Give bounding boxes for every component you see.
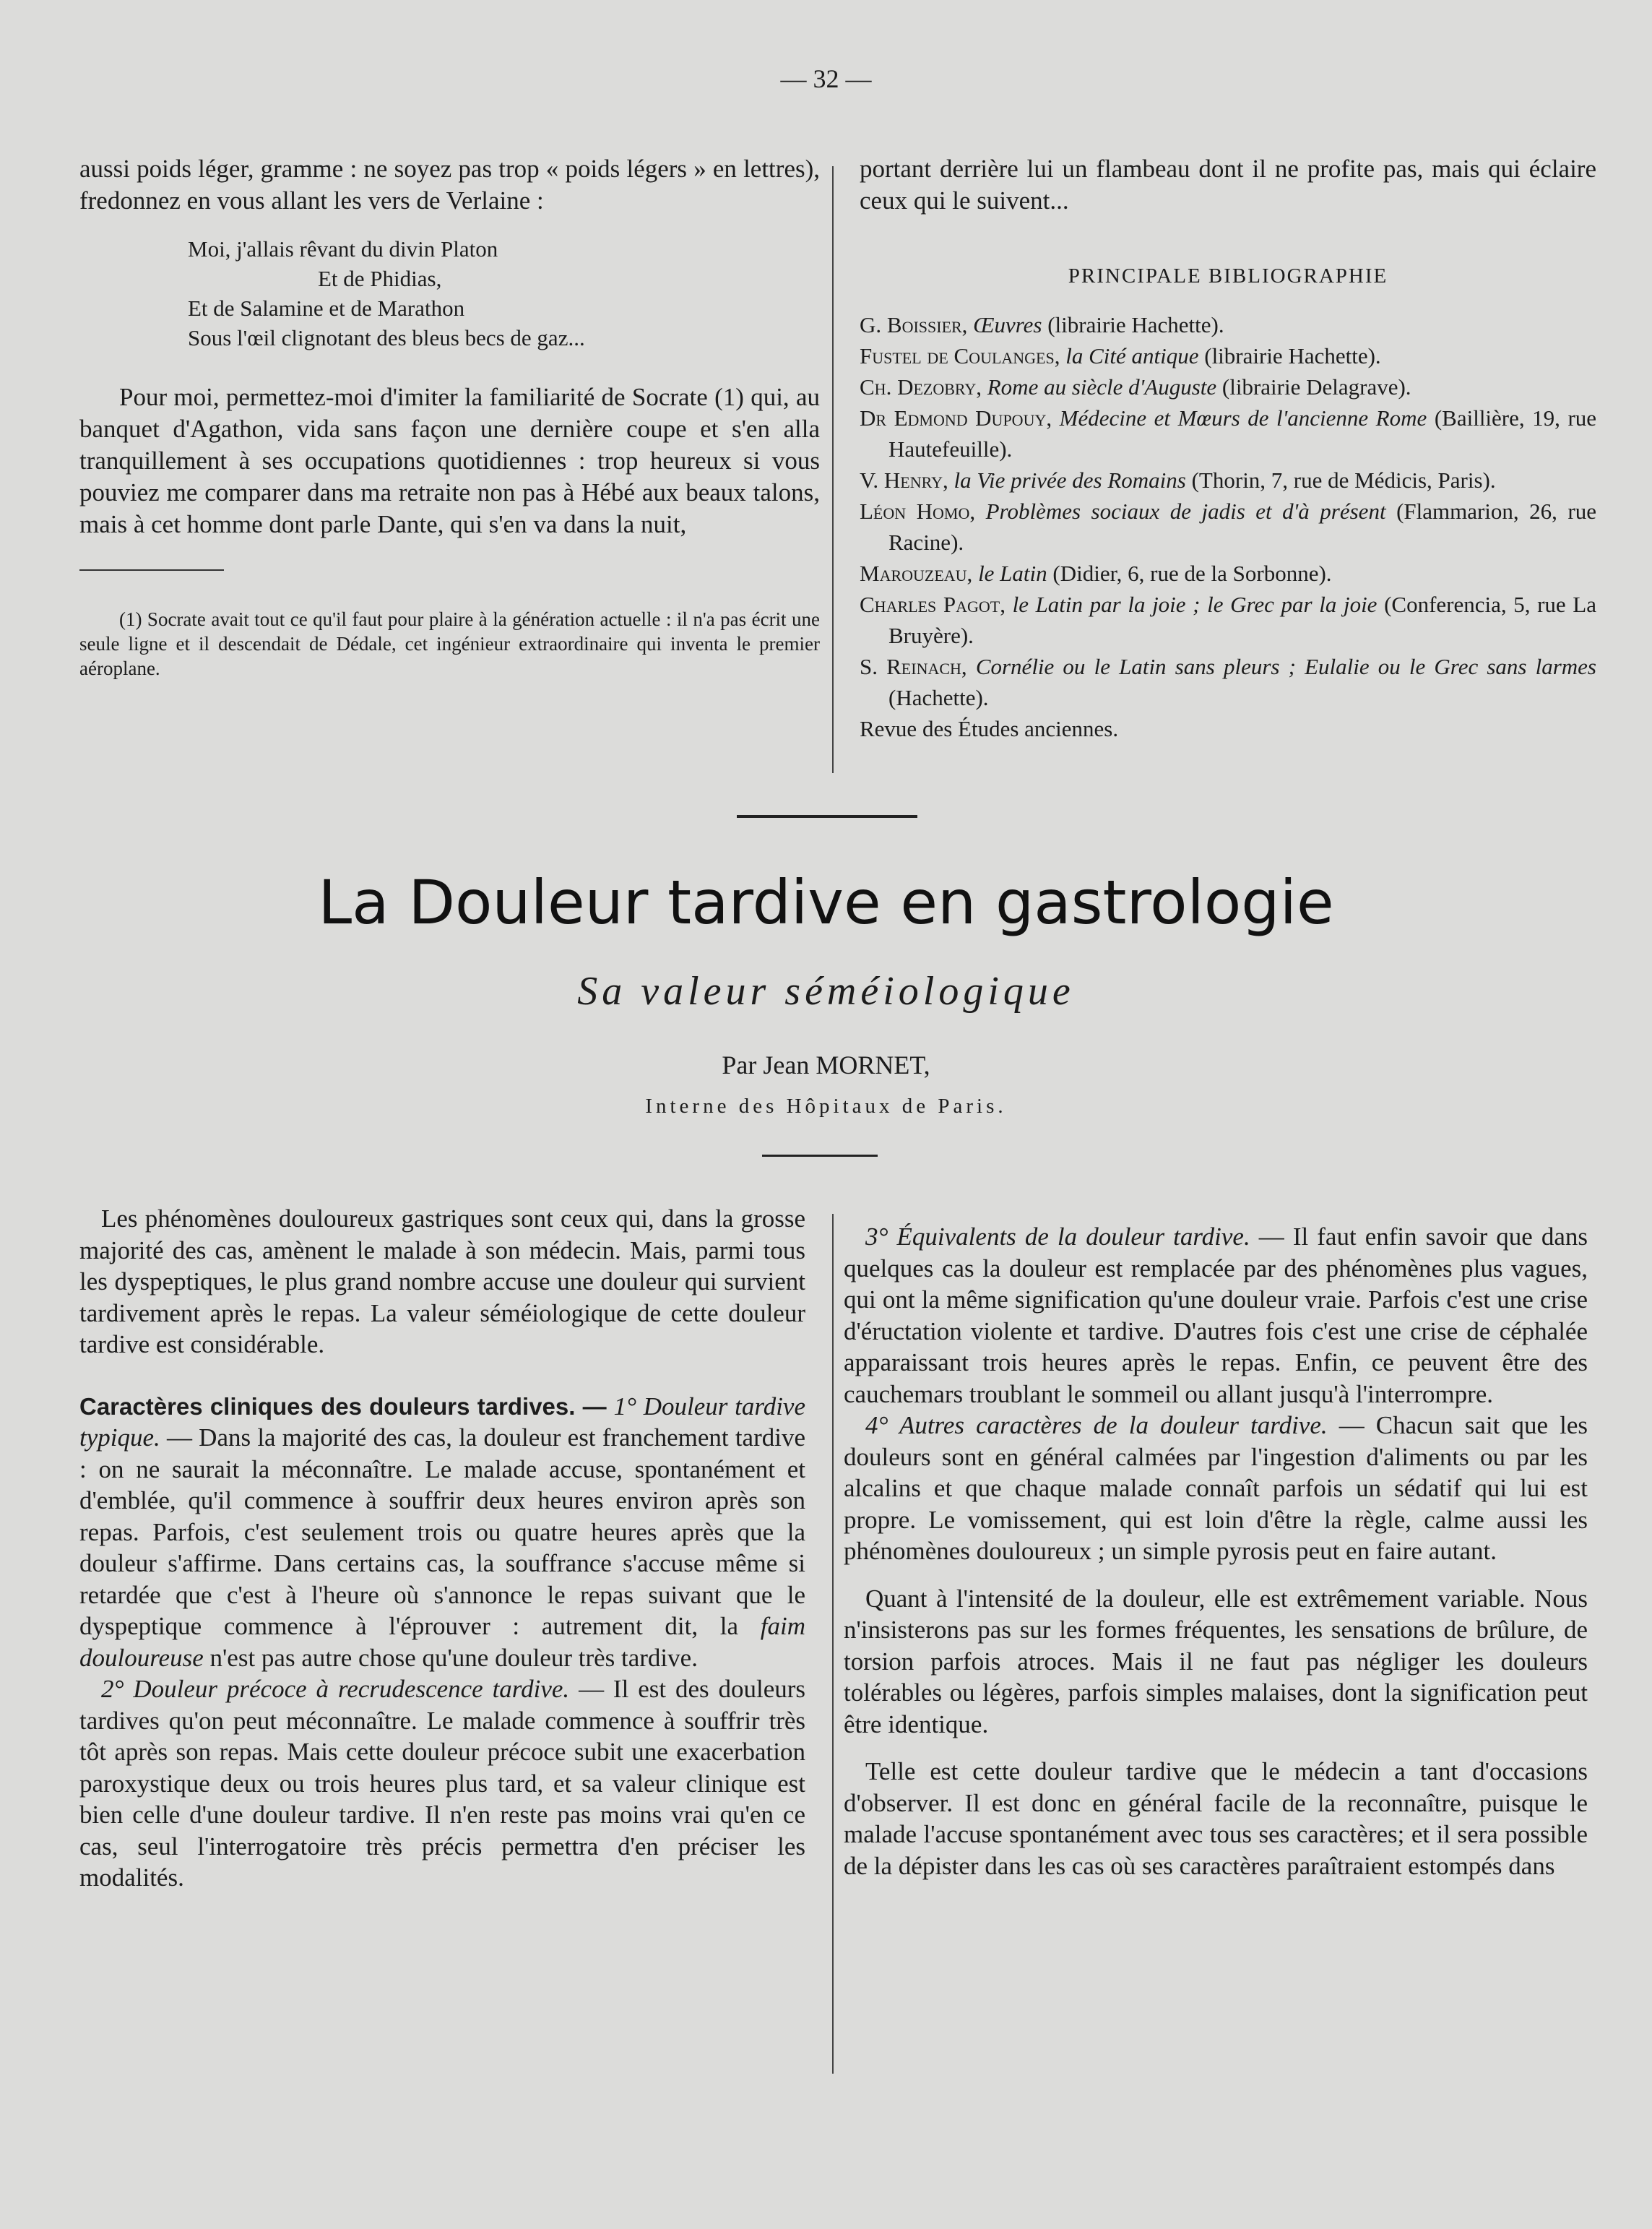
- bibliography-title: PRINCIPALE BIBLIOGRAPHIE: [1068, 264, 1388, 288]
- paragraph: Caractères cliniques des douleurs tardives. — 1° Douleur tardive typique. — Dans la majorité des cas, la douleur est franchement tardive : on ne saurait la méconnaître. Le malade accuse, spontanément et d'emblée, qu'il commence à souffrir deux heures environ après son repas. Parfois, c'est seulement trois ou quatre heures après que la douleur s'affirme. Dans certains cas, la souffrance s'accuse même si retardée que c'est à l'heure où s'annonce le repas suivant que le dyspeptique commence à l'éprouver : autrement dit, la faim douloureuse n'est pas autre chose qu'une douleur très tardive.: [79, 1392, 806, 1672]
- top-left-column: [79, 153, 820, 681]
- footnote-rule: [79, 569, 224, 571]
- top-right-column: [860, 153, 1596, 744]
- paragraph: Quant à l'intensité de la douleur, elle est extrêmement variable. Nous n'insisterons pas sur les formes fréquentes, les sensations de brûlure, de torsion parfois atroces. Mais il ne faut pas négliger les douleurs tolérables ou légères, parfois simples malaises, dont la signification peut être identique.: [844, 1584, 1588, 1738]
- bibliography-entry: Ch. Dezobry, Rome au siècle d'Auguste (librairie Delagrave).: [860, 374, 1411, 400]
- bibliography-entry: Charles Pagot, le Latin par la joie ; le Grec par la joie (Conferencia, 5, rue La Bruyère).: [860, 592, 1596, 648]
- column-divider: [832, 166, 834, 773]
- bibliography-entry: Fustel de Coulanges, la Cité antique (librairie Hachette).: [860, 343, 1381, 368]
- paragraph: portant derrière lui un flambeau dont il ne profite pas, mais qui éclaire ceux qui le suivent...: [860, 155, 1596, 215]
- article-byline: Par Jean MORNET,: [722, 1051, 930, 1079]
- article-right-column: [844, 1221, 1588, 1881]
- paragraph: aussi poids léger, gramme : ne soyez pas trop « poids légers » en lettres), fredonnez en vous allant les vers de Verlaine :: [79, 155, 820, 215]
- article-left-column: [79, 1203, 805, 1894]
- section-separator: [737, 815, 917, 818]
- paragraph: 3° Équivalents de la douleur tardive. — Il faut enfin savoir que dans quelques cas la douleur est remplacée par des phénomènes plus vagues, qui ont la même signification qu'une douleur vraie. Parfois c'est une crise d'éructation violente et tardive. D'autres fois c'est une crise de céphalée apparaissant trois heures après le repas. Enfin, ce peuvent être des cauchemars troublant le sommeil ou allant jusqu'à l'interrompre.: [844, 1223, 1588, 1408]
- verse-line: Et de Phidias,: [318, 266, 442, 291]
- paragraph: Telle est cette douleur tardive que le médecin a tant d'occasions d'observer. Il est donc en général facile de la reconnaître, puisque le malade l'accuse spontanément avec tous ses caractères; et il sera possible de la dépister dans les cas où ses caractères paraîtraient estompés dans: [844, 1757, 1588, 1880]
- verse-line: Et de Salamine et de Marathon: [188, 296, 465, 321]
- bibliography-entry: G. Boissier, Œuvres (librairie Hachette).: [860, 312, 1224, 337]
- paragraph: 2° Douleur précoce à recrudescence tardive. — Il est des douleurs tardives qu'on peut méconnaître. Le malade commence à souffrir très tôt après son repas. Mais cette douleur précoce subit une exacerbation paroxystique deux ou trois heures plus tard, et sa valeur clinique est bien celle d'une douleur tardive. Il n'en reste pas moins vrai qu'en ce cas, seul l'interrogatoire très précis permettra d'en préciser les modalités.: [79, 1675, 806, 1892]
- bibliography-entry: Dr Edmond Dupouy, Médecine et Mœurs de l'ancienne Rome (Baillière, 19, rue Hautefeuille).: [860, 405, 1597, 462]
- article-subtitle: Sa valeur séméiologique: [577, 969, 1075, 1014]
- paragraph: 4° Autres caractères de la douleur tardive. — Chacun sait que les douleurs sont en général calmées par l'ingestion d'aliments ou par les alcalins et que chaque malade connaît parfois un sédatif qui lui est propre. Le vomissement, qui est loin d'être la règle, calme aussi les phénomènes douloureux ; un simple pyrosis peut en faire autant.: [844, 1411, 1588, 1565]
- bibliography-entry: Marouzeau, le Latin (Didier, 6, rue de la Sorbonne).: [860, 561, 1332, 586]
- title-separator: [762, 1155, 878, 1157]
- subsection-label: 1° Douleur tardive typique.: [79, 1392, 806, 1452]
- section-heading: Caractères cliniques des douleurs tardives. —: [79, 1392, 607, 1420]
- verse-line: Sous l'œil clignotant des bleus becs de gaz...: [188, 325, 585, 350]
- subsection-label: 4° Autres caractères de la douleur tardive.: [865, 1411, 1328, 1439]
- author-affiliation: Interne des Hôpitaux de Paris.: [645, 1095, 1007, 1118]
- subsection-label: 2° Douleur précoce à recrudescence tardive.: [101, 1675, 570, 1703]
- subsection-label: 3° Équivalents de la douleur tardive.: [865, 1223, 1250, 1251]
- paragraph: Les phénomènes douloureux gastriques sont ceux qui, dans la grosse majorité des cas, amènent le malade à son médecin. Mais, parmi tous les dyspeptiques, le plus grand nombre accuse une douleur qui survient tardivement après le repas. La valeur séméiologique de cette douleur tardive est considérable.: [79, 1204, 805, 1358]
- bibliography-entry: V. Henry, la Vie privée des Romains (Thorin, 7, rue de Médicis, Paris).: [860, 467, 1496, 493]
- bibliography-list: [860, 309, 1596, 744]
- bibliography-entry: Revue des Études anciennes.: [860, 716, 1119, 741]
- verse-quote: [188, 234, 820, 353]
- bibliography-entry: S. Reinach, Cornélie ou le Latin sans pleurs ; Eulalie ou le Grec sans larmes (Hachette).: [860, 654, 1597, 710]
- verse-line: Moi, j'allais rêvant du divin Platon: [188, 236, 498, 262]
- footnote: (1) Socrate avait tout ce qu'il faut pour plaire à la génération actuelle : il n'a pas écrit une seule ligne et il descendait de Dédale, cet ingénieur extraordinaire qui inventa le premier aéroplane.: [79, 608, 820, 679]
- column-divider: [832, 1214, 834, 2074]
- bibliography-entry: Léon Homo, Problèmes sociaux de jadis et d'à présent (Flammarion, 26, rue Racine).: [860, 499, 1596, 555]
- page-number: — 32 —: [780, 64, 872, 93]
- article-title: La Douleur tardive en gastrologie: [318, 867, 1334, 938]
- paragraph: Pour moi, permettez-moi d'imiter la familiarité de Socrate (1) qui, au banquet d'Agathon, vida sans façon une dernière coupe et s'en alla tranquillement à ses occupations quotidiennes : trop heureux si vous pouviez me comparer dans ma retraite non pas à Hébé aux beaux talons, mais à cet homme dont parle Dante, qui s'en va dans la nuit,: [79, 383, 820, 538]
